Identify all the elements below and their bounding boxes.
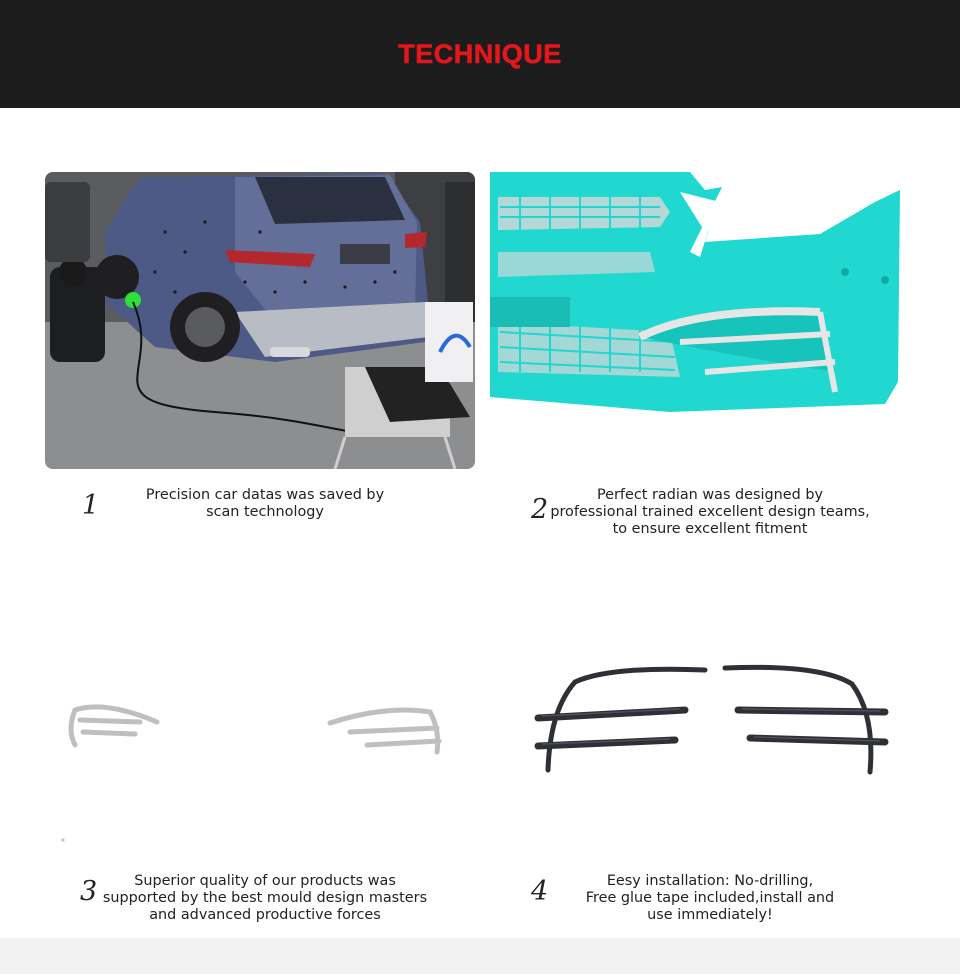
- step-description-1: Precision car datas was saved by scan technology: [145, 487, 385, 520]
- step-number-3: 3: [80, 876, 98, 907]
- step-number-2: 2: [531, 494, 549, 525]
- primer-trim-photo: [45, 690, 465, 860]
- scan-model-render: [490, 172, 910, 420]
- footer-band: [0, 938, 960, 974]
- scan-photo: [45, 172, 475, 469]
- step-number-1: 1: [82, 490, 100, 521]
- header-bar: [0, 0, 960, 108]
- step-description-4: Eesy installation: No-drilling, Free glue tape included,install and use immediately!: [585, 873, 835, 923]
- carbon-trim-photo: [530, 660, 895, 780]
- step-number-4: 4: [531, 876, 549, 907]
- step-description-2: Perfect radian was designed by professional trained excellent design teams, to ensure excellent fitment: [550, 487, 870, 537]
- step-description-3: Superior quality of our products was supported by the best mould design masters and advanced productive forces: [102, 873, 428, 923]
- page-title: TECHNIQUE: [398, 38, 562, 69]
